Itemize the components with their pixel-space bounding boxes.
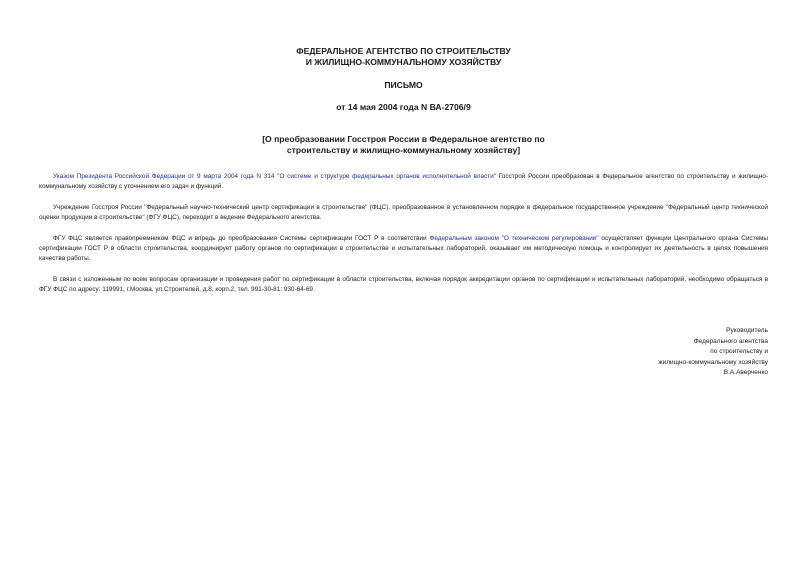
agency-line-1: ФЕДЕРАЛЬНОЕ АГЕНТСТВО ПО СТРОИТЕЛЬСТВУ bbox=[296, 46, 511, 56]
doc-type: ПИСЬМО bbox=[384, 80, 423, 90]
doc-title bbox=[0, 134, 807, 156]
paragraph-1-text: Госстрой России преобразован в Федеральное агентство по строительству и жилищно-коммунальному хозяйству с уточнением его задач и функций. bbox=[39, 173, 768, 190]
doc-date: от 14 мая 2004 года N ВА-2706/9 bbox=[336, 102, 471, 112]
agency-line-2: И ЖИЛИЩНО-КОММУНАЛЬНОМУ ХОЗЯЙСТВУ bbox=[305, 57, 502, 67]
signature-line-4: жилищно-коммунальному хозяйству bbox=[658, 358, 768, 366]
signature-line-2: Федерального агентства bbox=[693, 337, 768, 345]
paragraph-2-text: Учреждение Госстроя России "Федеральный научно-технический центр сертификации в строительстве" (ФЦС), преобразованное в установленном порядке в федеральное государственное учреждение "Федеральный центр технической оценки продукции в строительстве" (ФГУ ФЦС), переходит в ведение Федерального агентства. bbox=[39, 204, 768, 221]
signature-line-1: Руководитель bbox=[726, 327, 768, 334]
decree-link[interactable]: Указом Президента Российской Федерации от 9 марта 2004 года N 314 "О системе и структуре федеральных органов исполнительной власти" bbox=[53, 173, 497, 180]
paragraph-4 bbox=[39, 275, 768, 295]
signatory-name: В.А.Аверченко bbox=[723, 369, 768, 377]
paragraph-2 bbox=[39, 203, 768, 223]
signature-line-3: по строительству и bbox=[710, 348, 768, 356]
doc-title-line-2: строительству и жилищно-коммунальному хозяйству] bbox=[286, 145, 521, 155]
paragraph-3 bbox=[39, 234, 768, 264]
doc-title-line-1: [О преобразовании Госстроя России в Федеральное агентство по bbox=[262, 134, 545, 144]
paragraph-4-text: В связи с изложенным по всем вопросам организации и проведения работ по сертификации в области строительства, включая порядок аккредитации органов по сертификации и испытательных лабораторий, необходимо обращаться в ФГУ ФЦС по адресу: 119991, г.Москва, ул.Строителей, д.8, корп.2, тел. 991-30-81; 930-64-69. bbox=[39, 276, 768, 293]
paragraph-1 bbox=[39, 172, 768, 192]
paragraph-3-after: осуществляет функции Центрального органа Системы сертификации ГОСТ Р в области строительства, координирует работу органов по сертификации в строительстве и испытательных лабораторий, оказывает им методическую помощь и контролирует их деятельность в целях повышения качества работы. bbox=[39, 235, 769, 262]
agency-name bbox=[0, 46, 807, 68]
signature-block bbox=[658, 326, 768, 379]
federal-law-link[interactable]: Федеральным законом "О техническом регулировании" bbox=[429, 235, 599, 242]
paragraph-3-before: ФГУ ФЦС является правопреемником ФЦС и впредь до преобразования Системы сертификации ГОСТ Р в соответствии bbox=[53, 235, 430, 242]
